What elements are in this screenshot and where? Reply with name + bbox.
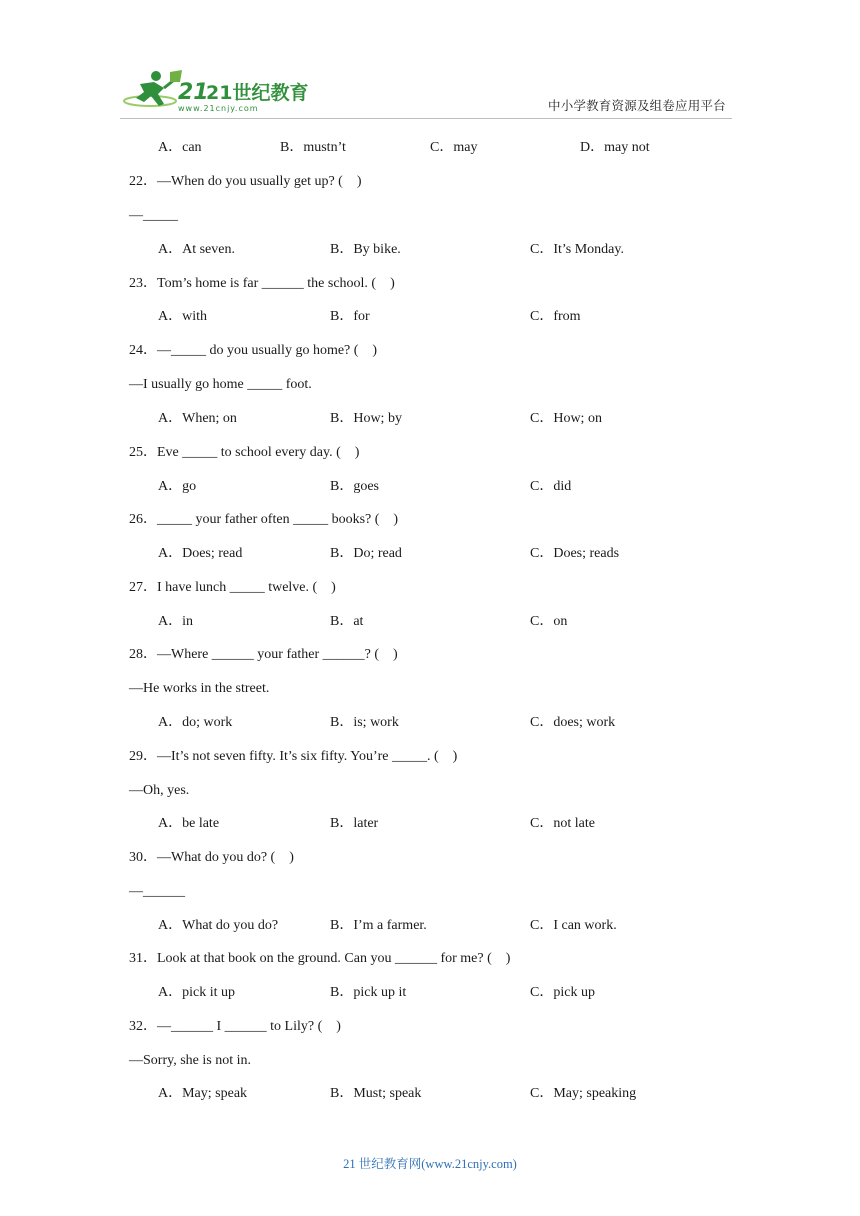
q26-option-c: C．Does; reads: [530, 546, 620, 561]
logo-url: www.21cnjy.com: [178, 104, 259, 113]
q31-option-b: B．pick up it: [330, 985, 407, 1000]
q22-option-c: C．It’s Monday.: [530, 242, 624, 257]
q24-option-c: C．How; on: [530, 411, 602, 426]
q28-option-c: C．does; work: [530, 715, 616, 730]
q24-option-a: A．When; on: [158, 411, 237, 426]
q28-option-b: B．is; work: [330, 715, 399, 730]
q27-option-b: B．at: [330, 614, 364, 629]
page-footer: 21 世纪教育网(www.21cnjy.com): [343, 1157, 517, 1171]
q23-option-b: B．for: [330, 309, 370, 324]
q25-option-c: C．did: [530, 479, 572, 494]
q23-option-a: A．with: [158, 309, 207, 324]
option-d: D．may not: [580, 140, 650, 155]
q28-option-a: A．do; work: [158, 715, 233, 730]
q30-option-c: C．I can work.: [530, 918, 617, 933]
logo-text: 21世纪教育: [206, 82, 309, 104]
question-31-stem: 31．Look at that book on the ground. Can you ______ for me? ( ): [129, 951, 511, 966]
q31-option-c: C．pick up: [530, 985, 595, 1000]
q27-option-c: C．on: [530, 614, 568, 629]
question-26-stem: 26．_____ your father often _____ books? ( ): [129, 512, 399, 527]
q32-option-b: B．Must; speak: [330, 1086, 422, 1101]
question-23-stem: 23．Tom’s home is far ______ the school. ( ): [129, 276, 395, 291]
q25-option-b: B．goes: [330, 479, 379, 494]
question-22-stem: 22．—When do you usually get up? ( ): [129, 174, 362, 189]
q31-option-a: A．pick it up: [158, 985, 235, 1000]
question-32-stem: 32．—______ I ______ to Lily? ( ): [129, 1019, 341, 1034]
question-29-answer-line: —Oh, yes.: [129, 783, 190, 798]
q22-option-a: A．At seven.: [158, 242, 235, 257]
question-30-answer-line: —______: [129, 884, 185, 899]
option-c: C．may: [430, 140, 478, 155]
q30-option-b: B．I’m a farmer.: [330, 918, 427, 933]
q26-option-b: B．Do; read: [330, 546, 402, 561]
question-28-stem: 28．—Where ______ your father ______? ( ): [129, 647, 398, 662]
q32-option-a: A．May; speak: [158, 1086, 248, 1101]
question-27-stem: 27．I have lunch _____ twelve. ( ): [129, 580, 336, 595]
header-divider: [120, 118, 732, 119]
question-28-answer-line: —He works in the street.: [129, 681, 270, 696]
question-24-answer-line: —I usually go home _____ foot.: [129, 377, 312, 392]
runner-logo-icon: [120, 68, 309, 114]
q24-option-b: B．How; by: [330, 411, 402, 426]
q23-option-c: C．from: [530, 309, 581, 324]
q26-option-a: A．Does; read: [158, 546, 243, 561]
option-b: B．mustn’t: [280, 140, 346, 155]
question-30-stem: 30．—What do you do? ( ): [129, 850, 294, 865]
q29-option-c: C．not late: [530, 816, 595, 831]
option-a: A．can: [158, 140, 202, 155]
question-32-answer-line: —Sorry, she is not in.: [129, 1053, 251, 1068]
q32-option-c: C．May; speaking: [530, 1086, 637, 1101]
question-24-stem: 24．—_____ do you usually go home? ( ): [129, 343, 378, 358]
q29-option-a: A．be late: [158, 816, 220, 831]
question-22-answer-line: —_____: [129, 208, 178, 223]
brand-logo: [120, 68, 309, 114]
q22-option-b: B．By bike.: [330, 242, 401, 257]
question-29-stem: 29．—It’s not seven fifty. It’s six fifty. You’re _____. ( ): [129, 749, 458, 764]
header-platform-text: 中小学教育资源及组卷应用平台: [548, 98, 726, 113]
q27-option-a: A．in: [158, 614, 193, 629]
q25-option-a: A．go: [158, 479, 197, 494]
svg-text:21: 21: [178, 80, 209, 105]
page-header: [0, 0, 860, 125]
q29-option-b: B．later: [330, 816, 379, 831]
q30-option-a: A．What do you do?: [158, 918, 279, 933]
question-25-stem: 25．Eve _____ to school every day. ( ): [129, 445, 360, 460]
